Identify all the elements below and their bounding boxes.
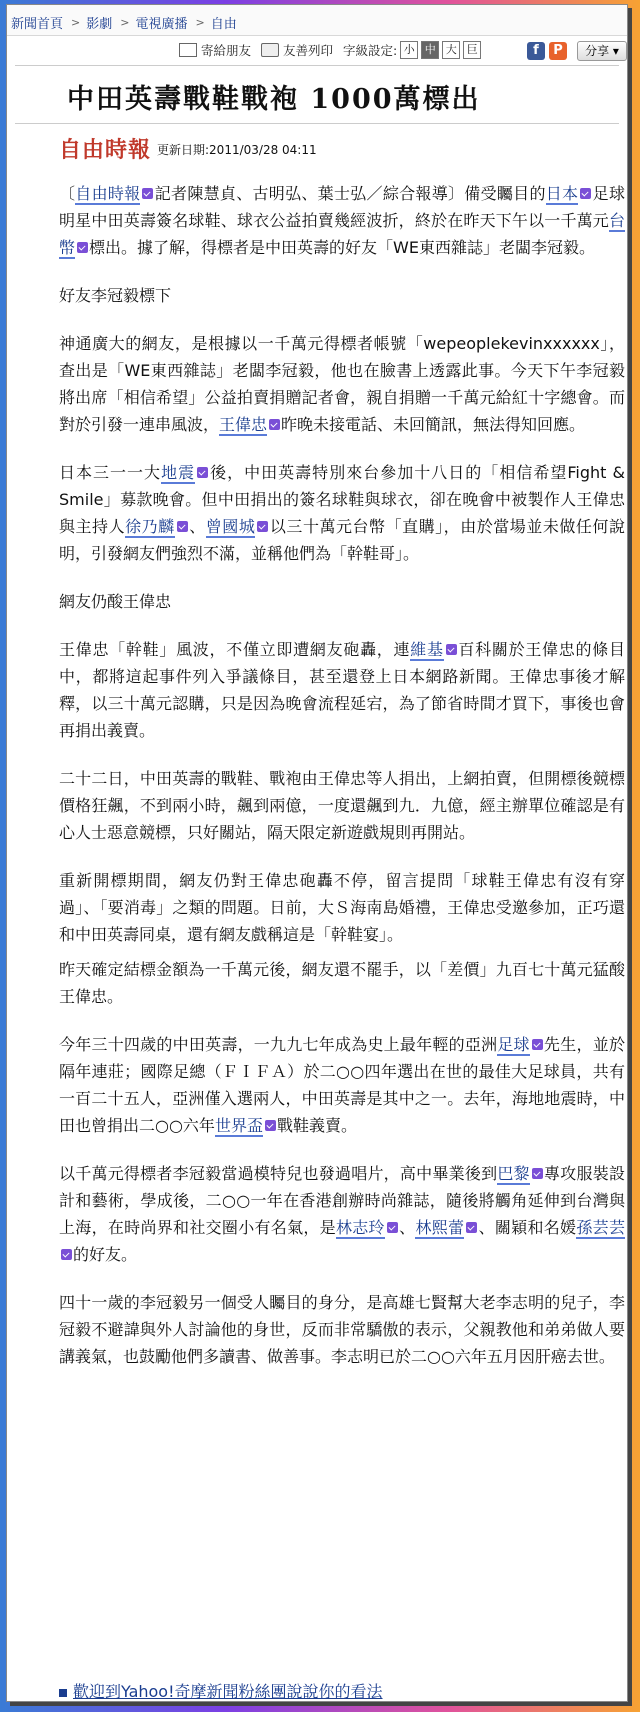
- divider: [15, 65, 619, 66]
- keyword-dropdown-icon[interactable]: [177, 521, 188, 532]
- keyword-dropdown-icon[interactable]: [61, 1249, 72, 1260]
- keyword-link[interactable]: 林志玲: [335, 1218, 385, 1237]
- font-size-small-button[interactable]: 小: [400, 41, 418, 59]
- plurk-icon[interactable]: P: [549, 42, 567, 60]
- update-date: 更新日期:2011/03/28 04:11: [157, 143, 317, 157]
- print-button[interactable]: [261, 41, 333, 59]
- article-body: [59, 180, 625, 1391]
- keyword-link[interactable]: 巴黎: [497, 1164, 530, 1183]
- text-segment: 專攻服裝設計和藝術，學成後，二○○一年在香港創辦時尚雜誌，隨後將觸角延伸到台灣與上海，在時尚界和社交圈小有名氣，是: [59, 1164, 625, 1237]
- keyword-dropdown-icon[interactable]: [269, 419, 280, 430]
- keyword-link[interactable]: 維基: [410, 640, 444, 659]
- breadcrumb-bar: [7, 5, 627, 36]
- print-label: 友善列印: [283, 43, 334, 58]
- paragraph: [59, 1031, 625, 1139]
- breadcrumb-source[interactable]: 自由: [210, 17, 237, 32]
- text-segment: 神通廣大的網友，是根據以一千萬元得標者帳號「wepeoplekevinxxxxxx」，查出是「WE東西雜誌」老闆李冠毅，他也在臉書上透露此事。今天下午李冠毅將出席「相信希望」公益拍賣捐贈記者會，親自捐贈一千萬元給紅十字總會。而對於引發一連串風波，: [59, 334, 625, 434]
- keyword-dropdown-icon[interactable]: [77, 242, 88, 253]
- fan-page-link-row: [59, 1679, 383, 1702]
- text-segment: 昨晚未接電話、未回簡訊，無法得知回應。: [281, 415, 586, 434]
- text-segment: 、關穎和名媛: [478, 1218, 577, 1237]
- breadcrumb-entertainment[interactable]: 影劇: [86, 17, 113, 32]
- breadcrumb: [11, 13, 237, 32]
- social-share: [527, 41, 627, 61]
- text-segment: 王偉忠「幹鞋」風波，不僅立即遭網友砲轟，連: [59, 640, 411, 659]
- text-segment: 、: [398, 1218, 416, 1237]
- source-logo: 自由時報: [59, 137, 152, 163]
- text-segment: 四十一歲的李冠毅另一個受人矚目的身分，是高雄七賢幫大老李志明的兒子，李冠毅不避諱與外人討論他的身世，反而非常驕傲的表示，父親教他和弟弟做人要講義氣，也鼓勵他們多讀書、做善事。李志明已於二○○六年五月因肝癌去世。: [59, 1293, 625, 1366]
- text-segment: 今年三十四歲的中田英壽，一九九七年成為史上最年輕的亞洲: [59, 1035, 498, 1054]
- text-segment: 〔: [59, 184, 76, 203]
- paragraph: [59, 765, 625, 846]
- breadcrumb-news-home[interactable]: 新聞首頁: [11, 17, 64, 32]
- paragraph: [59, 180, 625, 261]
- paragraph: [59, 867, 625, 948]
- keyword-link[interactable]: 日本: [545, 184, 579, 203]
- subheading: 好友李冠毅標下: [59, 286, 172, 305]
- bullet-icon: [59, 1689, 67, 1697]
- font-size-setting: [343, 41, 481, 59]
- printer-icon: [261, 43, 279, 57]
- text-segment: 昨天確定結標金額為一千萬元後，網友還不罷手，以「差價」九百七十萬元猛酸王偉忠。: [59, 960, 625, 1006]
- text-segment: 後，中田英壽特別來台參加十八日的「相信希望Fight & Smile」募款晚會。但中田捐出的簽名球鞋與球衣，卻在晚會中被製作人王偉忠與主持人: [59, 463, 625, 536]
- facebook-icon[interactable]: f: [527, 42, 545, 60]
- keyword-dropdown-icon[interactable]: [142, 188, 153, 199]
- keyword-dropdown-icon[interactable]: [532, 1168, 543, 1179]
- share-button[interactable]: 分享 ▾: [577, 41, 627, 61]
- font-size-large-button[interactable]: 大: [442, 41, 460, 59]
- paragraph: [59, 1289, 625, 1370]
- text-segment: 戰鞋義賣。: [276, 1116, 357, 1135]
- envelope-icon: [179, 43, 197, 57]
- breadcrumb-separator-icon: >: [71, 16, 81, 29]
- share-label: 分享: [585, 44, 610, 58]
- page-frame: [6, 4, 628, 1702]
- keyword-link[interactable]: 徐乃麟: [125, 517, 175, 536]
- keyword-link[interactable]: 曾國城: [205, 517, 256, 536]
- headline: 中田英壽戰鞋戰袍 1000萬標出: [67, 84, 481, 115]
- paragraph: [59, 636, 625, 744]
- text-segment: 的好友。: [73, 1245, 138, 1264]
- text-segment: 重新開標期間，網友仍對王偉忠砲轟不停，留言提問「球鞋王偉忠有沒有穿過」、「要消毒」之類的問題。日前，大Ｓ海南島婚禮，王偉忠受邀參加，正巧還和中田英壽同桌，還有網友戲稱這是「幹鞋宴」。: [59, 871, 625, 944]
- breadcrumb-tv-radio[interactable]: 電視廣播: [135, 17, 188, 32]
- text-segment: 、: [188, 517, 206, 536]
- keyword-link[interactable]: 孫芸芸: [576, 1218, 625, 1237]
- send-to-friend-label: 寄給朋友: [201, 43, 252, 58]
- text-segment: 二十二日，中田英壽的戰鞋、戰袍由王偉忠等人捐出，上網拍賣，但開標後競標價格狂飆，不到兩小時，飆到兩億，一度還飆到九．九億，經主辦單位確認是有心人士惡意競標，只好關站，隔天限定新遊戲規則再開站。: [59, 769, 625, 842]
- article-toolbar: [179, 41, 481, 59]
- paragraph: [59, 956, 625, 1010]
- text-segment: 以千萬元得標者李冠毅當過模特兒也發過唱片，高中畢業後到: [59, 1164, 498, 1183]
- keyword-dropdown-icon[interactable]: [265, 1120, 276, 1131]
- keyword-link[interactable]: 台幣: [59, 211, 625, 257]
- breadcrumb-separator-icon: >: [195, 16, 205, 29]
- keyword-dropdown-icon[interactable]: [387, 1222, 398, 1233]
- breadcrumb-separator-icon: >: [120, 16, 130, 29]
- keyword-dropdown-icon[interactable]: [580, 188, 591, 199]
- keyword-dropdown-icon[interactable]: [446, 644, 457, 655]
- text-segment: 先生，並於隔年連莊；國際足總（ＦＩＦＡ）於二○○四年選出在世的最佳大足球員，共有一百二十五人，亞洲僅入選兩人，中田英壽是其中之一。去年，海地地震時，中田也曾捐出二○○六年: [59, 1035, 625, 1135]
- text-segment: 標出。據了解，得標者是中田英壽的好友「WE東西雜誌」老闆李冠毅。: [89, 238, 595, 257]
- font-size-medium-button[interactable]: 中: [421, 41, 439, 59]
- keyword-dropdown-icon[interactable]: [532, 1039, 543, 1050]
- paragraph: [59, 459, 625, 567]
- divider: [15, 123, 619, 124]
- font-size-label: 字級設定:: [343, 43, 398, 58]
- keyword-link[interactable]: 世界盃: [214, 1116, 263, 1135]
- keyword-link[interactable]: 地震: [161, 463, 196, 482]
- text-segment: 日本三一一大: [59, 463, 162, 482]
- paragraph: [59, 1160, 625, 1268]
- text-segment: 百科關於王偉忠的條目中，都將這起事件列入爭議條目，甚至還登上日本網路新聞。王偉忠事後才解釋，以三十萬元認購，只是因為晚會流程延宕，為了節省時間才買下，事後也會再捐出義賣。: [59, 640, 625, 740]
- paragraph: [59, 330, 625, 438]
- text-segment: 以三十萬元台幣「直購」，由於當場並未做任何說明，引發網友們強烈不滿，並稱他們為「幹鞋哥」。: [59, 517, 625, 563]
- fan-page-link[interactable]: 歡迎到Yahoo!奇摩新聞粉絲團說說你的看法: [73, 1682, 383, 1701]
- keyword-link[interactable]: 足球: [497, 1035, 530, 1054]
- keyword-dropdown-icon[interactable]: [466, 1222, 477, 1233]
- text-segment: 足球明星中田英壽簽名球鞋、球衣公益拍賣幾經波折，終於在昨天下午以一千萬元: [59, 184, 625, 230]
- subheading: 網友仍酸王偉忠: [59, 592, 172, 611]
- text-segment: 記者陳慧貞、古明弘、葉士弘／綜合報導〕備受矚目的: [154, 184, 546, 203]
- keyword-dropdown-icon[interactable]: [197, 467, 208, 478]
- keyword-link[interactable]: 王偉忠: [219, 415, 268, 434]
- send-to-friend-button[interactable]: [179, 41, 251, 59]
- keyword-link[interactable]: 林熙蕾: [415, 1218, 465, 1237]
- keyword-dropdown-icon[interactable]: [257, 521, 268, 532]
- font-size-huge-button[interactable]: 巨: [463, 41, 481, 59]
- keyword-link[interactable]: 自由時報: [75, 184, 141, 203]
